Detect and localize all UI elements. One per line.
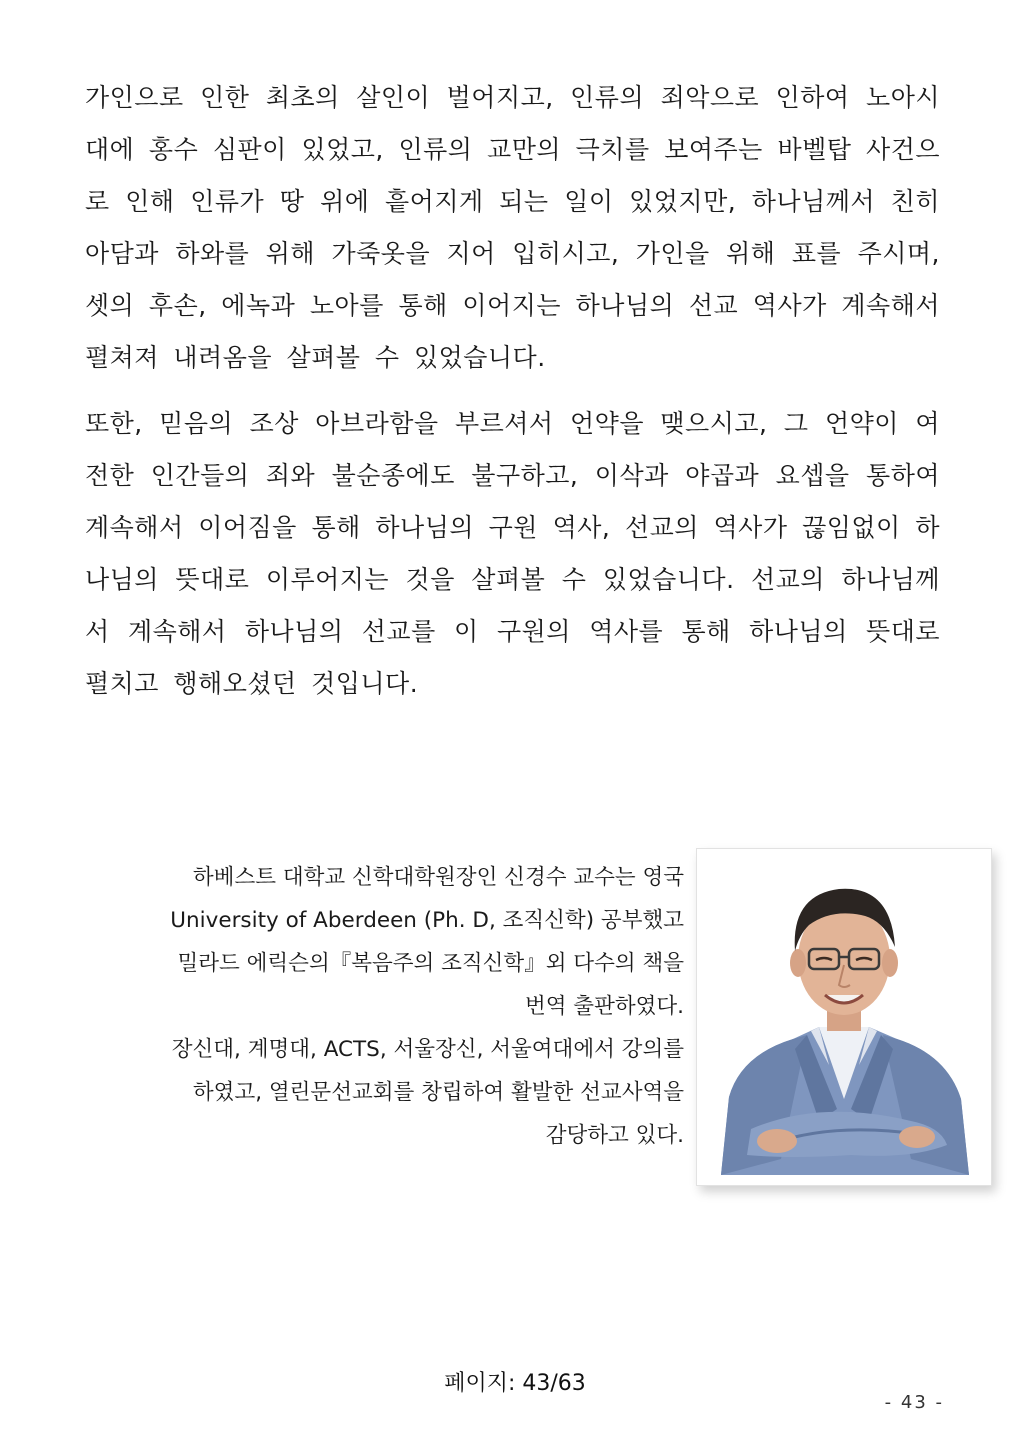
bio-line: 하베스트 대학교 신학대학원장인 신경수 교수는 영국 — [192, 865, 684, 890]
bio-line: 감당하고 있다. — [545, 1123, 684, 1148]
bio-line: 장신대, 계명대, ACTS, 서울장신, 서울여대에서 강의를 — [171, 1037, 684, 1062]
bio-line: University of Aberdeen (Ph. D, 조직신학) 공부했고 — [170, 908, 684, 933]
author-bio — [100, 856, 684, 1157]
body-paragraph-2: 또한, 믿음의 조상 아브라함을 부르셔서 언약을 맺으시고, 그 언약이 여전한 인간들의 죄와 불순종에도 불구하고, 이삭과 야곱과 요셉을 통하여 계속해서 이어짐을 통해 하나님의 구원 역사, 선교의 역사가 끊임없이 하나님의 뜻대로 이루어지는 것을 살펴볼 수 있었습니다. 선교의 하나님께서 계속해서 하나님의 선교를 이 구원의 역사를 통해 하나님의 뜻대로 펼치고 행해오셨던 것입니다. — [85, 409, 940, 698]
bio-line: 번역 출판하였다. — [524, 994, 684, 1019]
body-paragraph-1: 가인으로 인한 최초의 살인이 벌어지고, 인류의 죄악으로 인하여 노아시대에 홍수 심판이 있었고, 인류의 교만의 극치를 보여주는 바벨탑 사건으로 인해 인류가 땅 위에 흩어지게 되는 일이 있었지만, 하나님께서 친히 아담과 하와를 위해 가죽옷을 지어 입히시고, 가인을 위해 표를 주시며, 셋의 후손, 에녹과 노아를 통해 이어지는 하나님의 선교 역사가 계속해서 펼쳐져 내려옴을 살펴볼 수 있었습니다. — [85, 83, 940, 372]
author-photo — [711, 859, 977, 1175]
author-photo-frame — [696, 848, 992, 1186]
bio-line: 하였고, 열린문선교회를 창립하여 활발한 선교사역을 — [192, 1080, 684, 1105]
page-indicator: 페이지: 43/63 — [444, 1371, 586, 1396]
portrait-illustration — [711, 859, 977, 1175]
page-number: - 43 - — [884, 1392, 944, 1413]
bio-line: 밀라드 에릭슨의『복음주의 조직신학』외 다수의 책을 — [177, 951, 684, 976]
